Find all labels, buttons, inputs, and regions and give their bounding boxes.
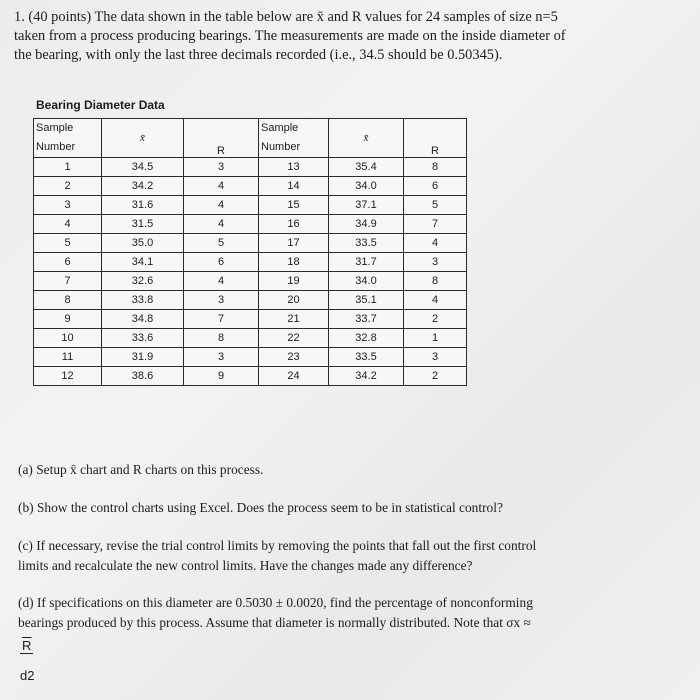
cell-sample: 22 [259,329,329,348]
cell-sample: 1 [34,158,102,177]
cell-xbar: 37.1 [329,196,404,215]
cell-range: 8 [404,272,467,291]
table-row [34,329,467,348]
cell-xbar: 31.6 [102,196,184,215]
cell-sample: 21 [259,310,329,329]
cell-xbar: 33.6 [102,329,184,348]
table-row [34,310,467,329]
cell-sample: 16 [259,215,329,234]
cell-sample: 6 [34,253,102,272]
problem-line-3: the bearing, with only the last three decimals recorded (i.e., 34.5 should be 0.50345). [14,47,503,63]
cell-range: 4 [404,234,467,253]
cell-xbar: 38.6 [102,367,184,386]
sigma-fraction [20,638,34,683]
cell-xbar: 31.9 [102,348,184,367]
header-range-1: R [184,119,259,158]
cell-xbar: 31.5 [102,215,184,234]
problem-line-1: The data shown in the table below are x̄ and R values for 24 samples of size n=5 [94,9,558,25]
cell-range: 3 [404,253,467,272]
cell-range: 3 [184,158,259,177]
cell-range: 9 [184,367,259,386]
header-xbar-1: x̄ [102,119,184,158]
cell-xbar: 34.0 [329,177,404,196]
cell-sample: 3 [34,196,102,215]
table-row [34,348,467,367]
header-sample-number-1: Sample Number [34,119,102,158]
question-c-line-2: limits and recalculate the new control limits. Have the changes made any difference? [18,558,473,573]
table-row [34,272,467,291]
cell-xbar: 35.0 [102,234,184,253]
table-row [34,158,467,177]
cell-sample: 19 [259,272,329,291]
cell-range: 6 [184,253,259,272]
question-c-line-1: (c) If necessary, revise the trial control limits by removing the points that fall out the first control [18,538,537,553]
cell-sample: 14 [259,177,329,196]
bearing-data-table [33,118,467,386]
cell-sample: 23 [259,348,329,367]
table-row [34,234,467,253]
cell-xbar: 33.7 [329,310,404,329]
cell-range: 5 [404,196,467,215]
fraction-denominator: d2 [20,668,35,683]
table-row [34,177,467,196]
problem-points: (40 points) [28,9,92,25]
table-row [34,253,467,272]
header-xbar-2: x̄ [329,119,404,158]
cell-sample: 4 [34,215,102,234]
cell-sample: 17 [259,234,329,253]
cell-sample: 18 [259,253,329,272]
cell-sample: 13 [259,158,329,177]
table-row [34,291,467,310]
cell-sample: 5 [34,234,102,253]
cell-xbar: 34.1 [102,253,184,272]
cell-sample: 24 [259,367,329,386]
cell-sample: 9 [34,310,102,329]
cell-range: 4 [404,291,467,310]
cell-xbar: 33.8 [102,291,184,310]
cell-range: 1 [404,329,467,348]
cell-xbar: 34.9 [329,215,404,234]
cell-xbar: 34.5 [102,158,184,177]
cell-sample: 15 [259,196,329,215]
cell-range: 5 [184,234,259,253]
cell-sample: 8 [34,291,102,310]
cell-xbar: 35.1 [329,291,404,310]
problem-statement [14,8,686,65]
cell-xbar: 33.5 [329,234,404,253]
header-range-2: R [404,119,467,158]
table-row [34,367,467,386]
fraction-numerator: $\overline{R}$ [22,638,32,653]
cell-range: 6 [404,177,467,196]
question-d-line-2: bearings produced by this process. Assume that diameter is normally distributed. Note that σx ≈ [18,615,531,630]
table-row [34,196,467,215]
cell-sample: 12 [34,367,102,386]
cell-range: 3 [184,291,259,310]
cell-xbar: 34.2 [102,177,184,196]
question-a: (a) Setup x̄ chart and R charts on this process. [18,462,264,477]
cell-xbar: 32.8 [329,329,404,348]
cell-range: 7 [184,310,259,329]
cell-xbar: 34.0 [329,272,404,291]
cell-range: 4 [184,215,259,234]
cell-sample: 10 [34,329,102,348]
cell-range: 7 [404,215,467,234]
cell-sample: 11 [34,348,102,367]
cell-sample: 7 [34,272,102,291]
cell-xbar: 35.4 [329,158,404,177]
cell-range: 2 [404,310,467,329]
cell-range: 4 [184,196,259,215]
cell-sample: 2 [34,177,102,196]
cell-range: 8 [184,329,259,348]
cell-range: 8 [404,158,467,177]
cell-xbar: 31.7 [329,253,404,272]
problem-line-2: taken from a process producing bearings. The measurements are made on the inside diameter of [14,28,566,44]
cell-xbar: 33.5 [329,348,404,367]
cell-range: 3 [404,348,467,367]
cell-xbar: 34.2 [329,367,404,386]
cell-xbar: 34.8 [102,310,184,329]
question-b: (b) Show the control charts using Excel. Does the process seem to be in statistical control? [18,500,503,515]
question-d-line-1: (d) If specifications on this diameter are 0.5030 ± 0.0020, find the percentage of nonconforming [18,595,533,610]
cell-range: 4 [184,272,259,291]
cell-sample: 20 [259,291,329,310]
cell-range: 2 [404,367,467,386]
table-row [34,215,467,234]
cell-range: 4 [184,177,259,196]
table-header-row [34,119,467,158]
problem-number: 1. [14,9,25,25]
header-sample-number-2: Sample Number [259,119,329,158]
table-title: Bearing Diameter Data [36,98,165,112]
cell-range: 3 [184,348,259,367]
cell-xbar: 32.6 [102,272,184,291]
